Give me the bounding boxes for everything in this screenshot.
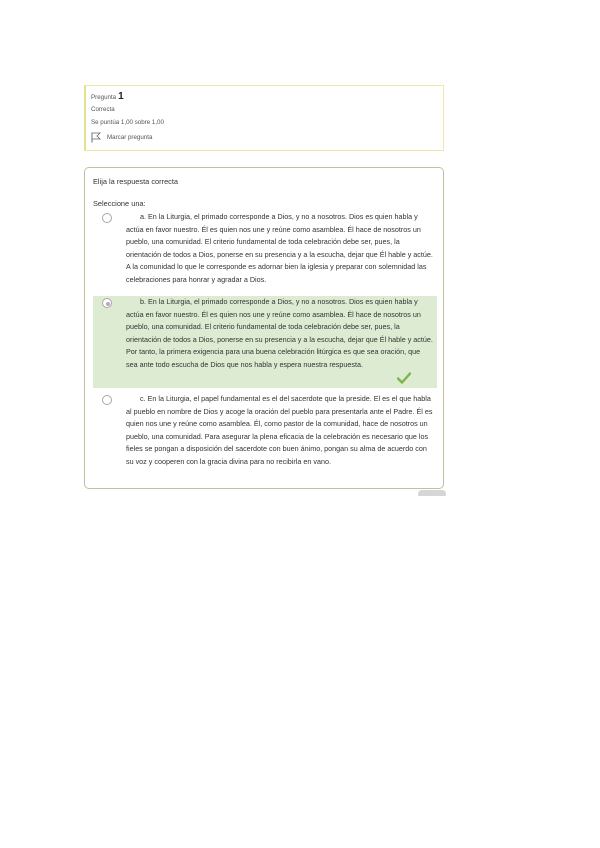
option-letter: b. [140,297,146,306]
answer-option-a-text [126,211,433,287]
question-content [84,167,444,489]
answer-option-c-text [126,393,433,469]
question-label: Pregunta [91,94,117,101]
answer-option-b[interactable] [93,296,437,388]
question-state: Correcta [91,106,115,113]
answer-option-a[interactable] [93,211,437,297]
question-prompt: Elija la respuesta correcta [93,177,179,186]
question-info-panel [84,85,444,151]
option-text: En la Liturgia, el primado corresponde a Dios, y no a nosotros. Dios es quien habla y actúa en favor nuestro. Él es quien nos une y reúne como asamblea. Él hace de nosotros un pueblo, una comunidad. El criterio fundamental de toda celebración debe ser, pues, la orientación de todos a Dios, ponerse en su presencia y a la escucha, dejar que Él hable y actúe. Por tanto, la primera exigencia para una buena celebración litúrgica es que sea oración, que sea ante todo escucha de Dios que nos habla y espera nuestra respuesta. [126,297,433,369]
radio-option-c[interactable] [102,395,112,405]
option-text: En la Liturgia, el primado corresponde a Dios, y no a nosotros. Dios es quien habla y actúa en favor nuestro. Él es quien nos une y reúne como asamblea. Él hace de nosotros un pueblo, una comunidad. El criterio fundamental de toda celebración debe ser, pues, la orientación de todos a Dios, ponerse en su presencia y a la escucha, dejar que Él hable y actúe. A la comunidad lo que le corresponde es adornar bien la iglesia y preparar con solemnidad las celebraciones para honrar y agradar a Dios. [126,212,433,284]
question-number-line [91,91,443,103]
question-number: 1 [118,91,124,102]
option-letter: a. [140,212,146,221]
radio-option-a[interactable] [102,213,112,223]
answer-option-b-text [126,296,433,372]
flag-icon [91,132,101,143]
scroll-handle[interactable] [418,490,446,496]
flag-question-button[interactable] [91,132,443,143]
select-one-label: Seleccione una: [93,199,146,208]
answer-option-c[interactable] [93,393,437,481]
option-letter: c. [140,394,146,403]
flag-question-label: Marcar pregunta [107,134,153,141]
question-grade: Se puntúa 1,00 sobre 1,00 [91,119,164,126]
check-icon [397,372,411,384]
radio-option-b[interactable] [102,298,112,308]
option-text: En la Liturgia, el papel fundamental es el del sacerdote que la preside. El es el que habla al pueblo en nombre de Dios y acoge la oración del pueblo para presentarla ante el Padre. Él es quien nos une y reúne como asamblea. Él, como pastor de la comunidad, hace de nosotros un pueblo, una comunidad. Para asegurar la plena eficacia de la celebración es necesario que los fieles se pongan a disposición del sacerdote con buen ánimo, pongan su alma de acuerdo con su voz y cooperen con la gracia divina para no recibirla en vano. [126,394,433,466]
